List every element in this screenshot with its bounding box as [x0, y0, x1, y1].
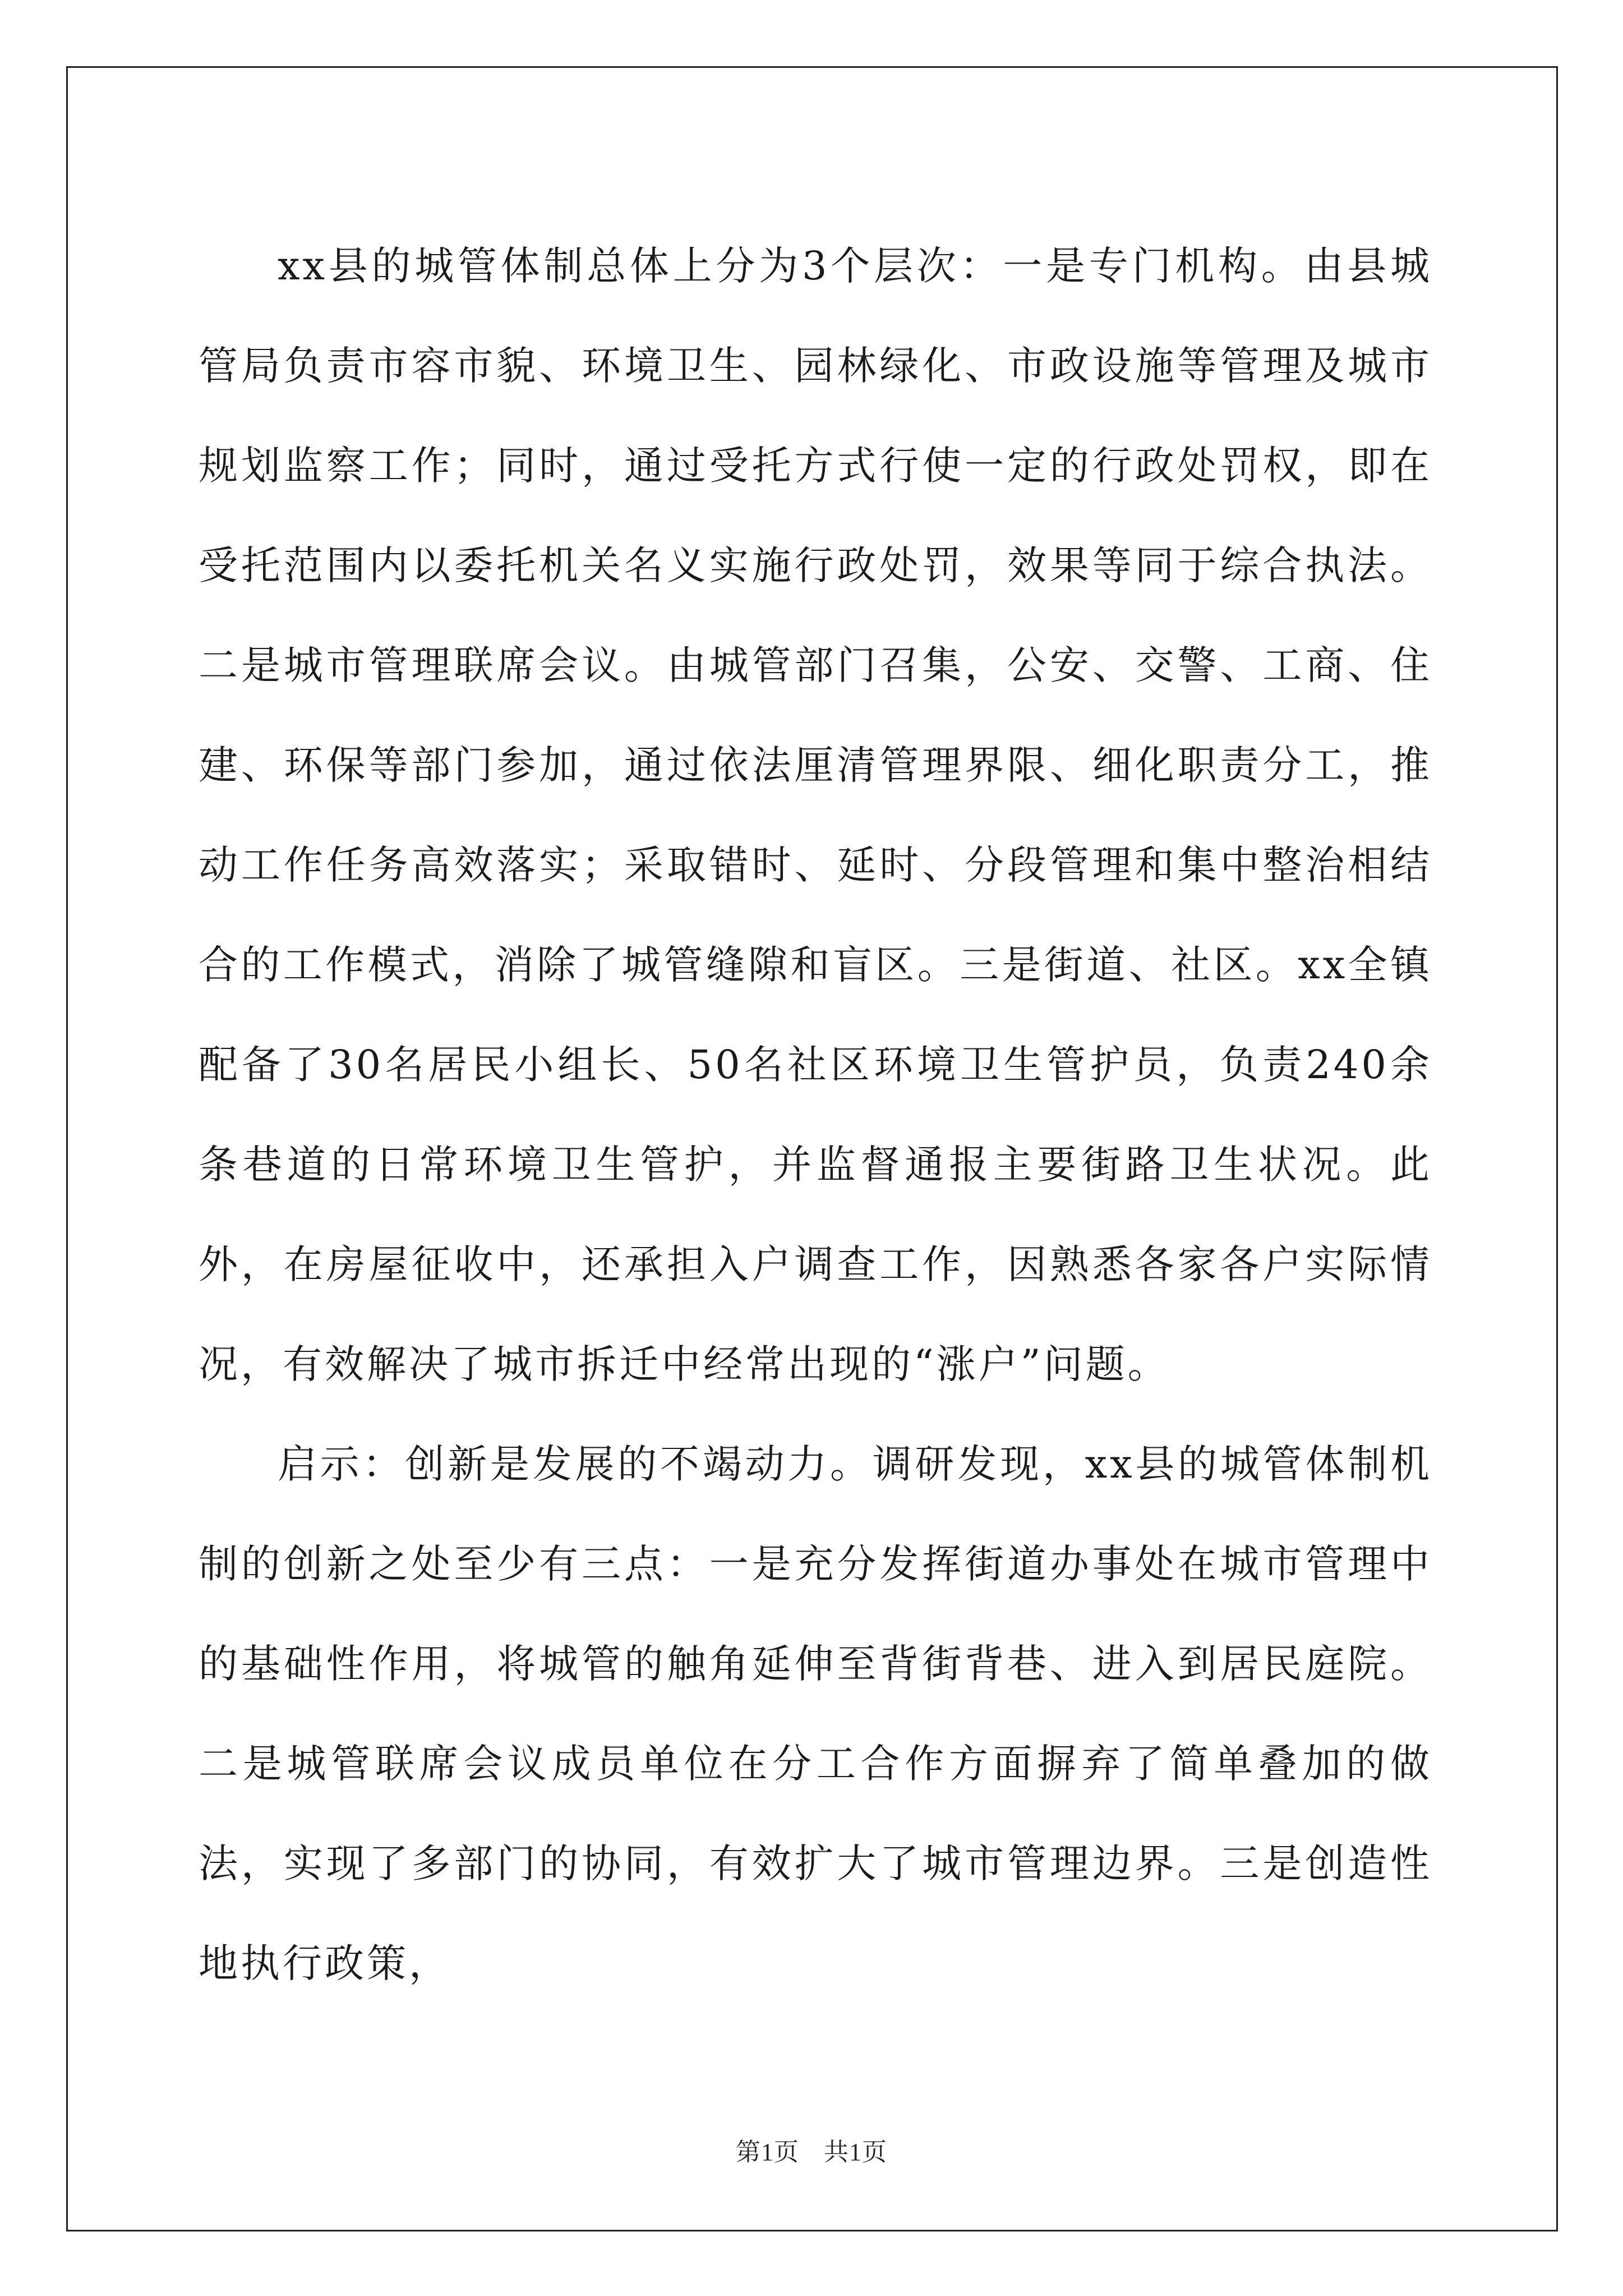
- paragraph-1: xx县的城管体制总体上分为3个层次：一是专门机构。由县城管局负责市容市貌、环境卫生、园林绿化、市政设施等管理及城市规划监察工作；同时，通过受托方式行使一定的行政处罚权，即在受托范围内以委托机关名义实施行政处罚，效果等同于综合执法。二是城市管理联席会议。由城管部门召集，公安、交警、工商、住建、环保等部门参加，通过依法厘清管理界限、细化职责分工，推动工作任务高效落实；采取错时、延时、分段管理和集中整治相结合的工作模式，消除了城管缝隙和盲区。三是街道、社区。xx全镇配备了30名居民小组长、50名社区环境卫生管护员，负责240余条巷道的日常环境卫生管护，并监督通报主要街路卫生状况。此外，在房屋征收中，还承担入户调查工作，因熟悉各家各户实际情况，有效解决了城市拆迁中经常出现的“涨户”问题。: [199, 243, 1432, 1387]
- page-total: 共1页: [824, 2138, 887, 2166]
- page-footer: [0, 2132, 1623, 2168]
- page-number: 第1页: [736, 2138, 799, 2166]
- document-body: [199, 216, 1432, 2013]
- paragraph-2: 启示：创新是发展的不竭动力。调研发现，xx县的城管体制机制的创新之处至少有三点：一是充分发挥街道办事处在城市管理中的基础性作用，将城管的触角延伸至背街背巷、进入到居民庭院。二是城管联席会议成员单位在分工合作方面摒弃了简单叠加的做法，实现了多部门的协同，有效扩大了城市管理边界。三是创造性地执行政策，: [199, 1441, 1432, 1986]
